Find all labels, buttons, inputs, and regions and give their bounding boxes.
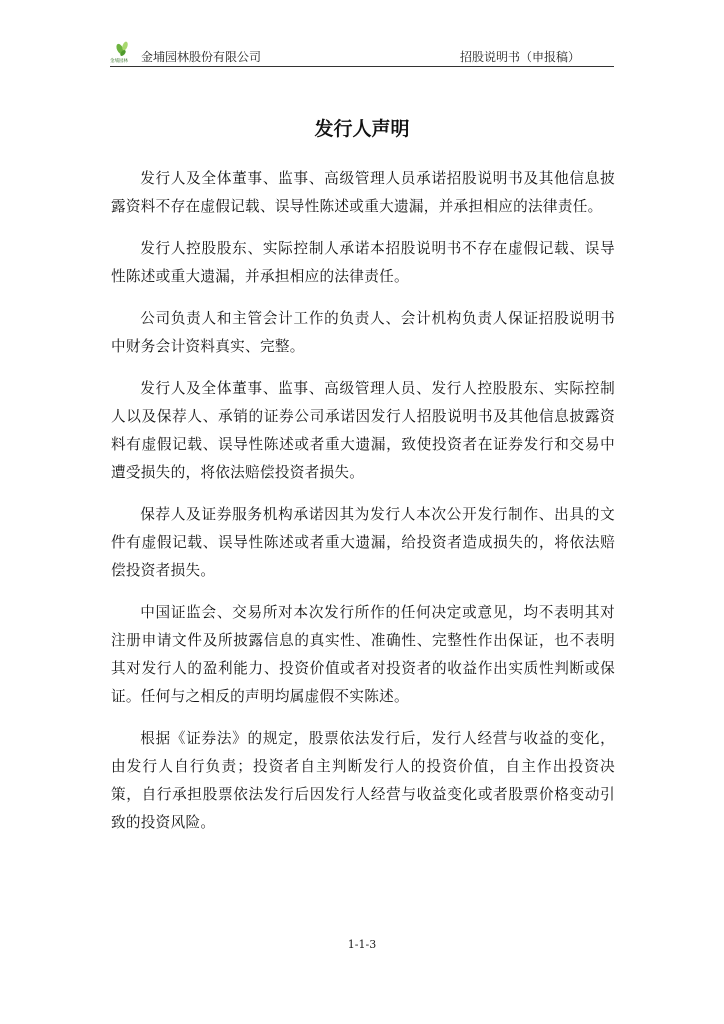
page-number: 1-1-3 xyxy=(347,938,377,951)
company-name: 金埔园林股份有限公司 xyxy=(141,50,262,64)
paragraph: 发行人及全体董事、监事、高级管理人员承诺招股说明书及其他信息披露资料不存在虚假记载、误导性陈述或重大遗漏，并承担相应的法律责任。 xyxy=(111,170,615,215)
paragraph: 发行人及全体董事、监事、高级管理人员、发行人控股股东、实际控制人以及保荐人、承销的证券公司承诺因发行人招股说明书及其他信息披露资料有虚假记载、误导性陈述或者重大遗漏，致使投资者在证券发行和交易中遭受损失的，将依法赔偿投资者损失。 xyxy=(111,380,615,481)
document-type: 招股说明书（申报稿） xyxy=(459,50,580,64)
page-header xyxy=(110,40,614,67)
company-logo-icon xyxy=(110,40,140,64)
declaration-body xyxy=(111,165,615,851)
logo-text: 金埔园林 xyxy=(110,59,128,64)
page-title: 发行人声明 xyxy=(314,118,410,140)
paragraph: 发行人控股股东、实际控制人承诺本招股说明书不存在虚假记载、误导性陈述或重大遗漏，并承担相应的法律责任。 xyxy=(111,240,615,285)
paragraph: 中国证监会、交易所对本次发行所作的任何决定或意见，均不表明其对注册申请文件及所披露信息的真实性、准确性、完整性作出保证，也不表明其对发行人的盈利能力、投资价值或者对投资者的收益作出实质性判断或保证。任何与之相反的声明均属虚假不实陈述。 xyxy=(111,604,615,705)
paragraph: 根据《证券法》的规定，股票依法发行后，发行人经营与收益的变化，由发行人自行负责；投资者自主判断发行人的投资价值，自主作出投资决策，自行承担股票依法发行后因发行人经营与收益变化或者股票价格变动引致的投资风险。 xyxy=(111,730,615,831)
paragraph: 保荐人及证券服务机构承诺因其为发行人本次公开发行制作、出具的文件有虚假记载、误导性陈述或者重大遗漏，给投资者造成损失的，将依法赔偿投资者损失。 xyxy=(111,506,615,579)
paragraph: 公司负责人和主管会计工作的负责人、会计机构负责人保证招股说明书中财务会计资料真实、完整。 xyxy=(111,310,615,355)
